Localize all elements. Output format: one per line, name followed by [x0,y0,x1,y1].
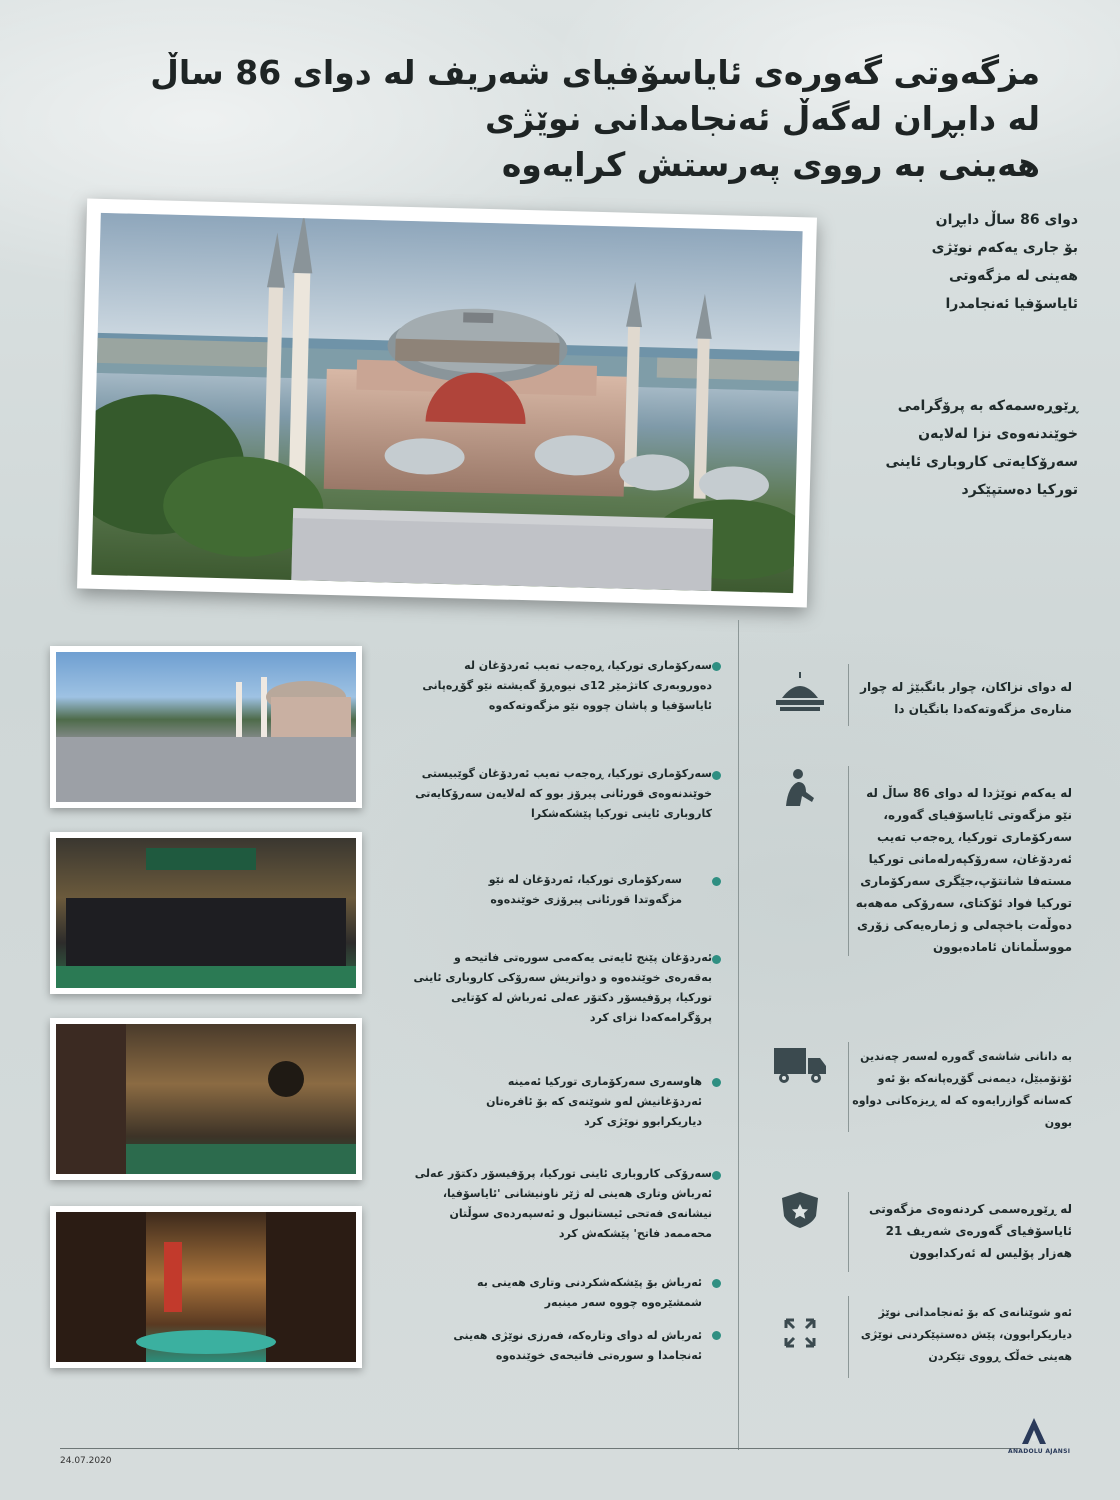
timeline-dot-6 [712,1171,721,1180]
note-divider-1 [848,664,849,726]
intro-paragraph-2: ڕێوڕەسمەکە بە پرۆگرامی خوێندنەوەی نزا لەلایەن سەرۆکایەتی کاروباری ئاینی تورکیا دەستپێکرد [885,398,1078,498]
intro-paragraph-1: دوای 86 ساڵ دابڕان بۆ جاری یەکەم نوێژی هەینی لە مزگەوتی ئایاسۆفیا ئەنجامدرا [931,212,1078,312]
agency-name: ANADOLU AJANSI [1008,1448,1071,1455]
mosque-icon [772,672,828,712]
photo-crowd-illustration [56,652,356,802]
note-3: بە دانانی شاشەی گەورە لەسەر چەندین ئۆتۆمبێل، دیمەنی گۆڕەپانەکە بۆ ئەو کەسانە گوازرایەوە کە لە ڕیزەکانی دواوە بوون [852,1050,1072,1129]
photo-mihrab-illustration [56,1212,356,1362]
footer-line [60,1448,1020,1449]
timeline-dot-4 [712,955,721,964]
timeline-entry-7: ئەرباش بۆ پێشکەشکردنی وتاری هەینی بە شمشێرەوە چووە سەر مینبەر [477,1276,702,1309]
timeline-entry-8: ئەرباش لە دوای وتارەکە، فەرزی نوێژی هەینی ئەنجامدا و سورەتی فاتیحەی خوێندەوە [453,1329,702,1362]
note-2: لە یەکەم نوێژدا لە دوای 86 ساڵ لە نێو مزگەوتی ئایاسۆفیای گەورە، سەرکۆماری تورکیا، ڕەجەب تەیب ئەردۆغان، سەرۆکپەرلەمانی تورکیا مستەفا شانتۆپ،جێگری سەرکۆماری تورکیا فواد ئۆکتای، سەرۆکی مەهەبە دەوڵەت باخچەلی و ژمارەیەکی زۆری مووسڵمانان ئامادەبوون [855,786,1072,954]
timeline-entry-6: سەرۆکی کاروباری ئاینی تورکیا، پرۆفیسۆر دکتۆر عەلی ئەرباش وتاری هەینی لە ژێر ناونیشانی 'ئایاسۆفیا، نیشانەی فەتحی ئیستانبول و ئەسپەردەی سوڵتان محەممەد فاتح' پێشکەش کرد [414,1167,712,1240]
timeline-entry-3: سەرکۆماری تورکیا، ئەردۆغان لە نێو مزگەوتدا قورئانی پیرۆزی خوێندەوە [488,873,682,906]
photo-interior [50,1018,362,1180]
photo-quran-reading [50,832,362,994]
note-4: لە ڕێوڕەسمی کردنەوەی مزگەوتی ئایاسۆفیای گەورەی شەریف 21 هەزار پۆلیس لە ئەرکدابوون [869,1202,1072,1260]
note-divider-2 [848,766,849,956]
photo-officials-illustration [56,838,356,988]
note-5: ئەو شوێنانەی کە بۆ ئەنجامدانی نوێژ دیاریکرابوون، پێش دەستپێکردنی نوێژی هەینی خەڵک ڕووی تێکردن [860,1306,1072,1363]
note-divider-3 [848,1042,849,1132]
timeline-entry-5: هاوسەری سەرکۆماری تورکیا ئەمینە ئەردۆغانیش لەو شوێنەی کە بۆ ئافرەتان دیاریکرابوو نوێژی کرد [486,1075,702,1128]
page-title [140,50,1040,188]
timeline-dot-3 [712,877,721,886]
anadolu-logo-icon [1020,1416,1048,1446]
timeline-dot-5 [712,1078,721,1087]
praying-person-icon [772,768,828,808]
note-divider-5 [848,1296,849,1378]
title-line-1: مزگەوتی گەورەی ئایاسۆفیای شەریف لە دوای 86 ساڵ [150,53,1040,92]
photo-interior-illustration [56,1024,356,1174]
truck-screen-icon [772,1044,828,1084]
timeline-dot-1 [712,662,721,671]
photo-crowd-prayer [50,646,362,808]
timeline-entry-1: سەرکۆماری تورکیا، ڕەجەب تەیب ئەردۆغان لە دەوروبەری کاتژمێر 12ی نیوەڕۆ گەیشتە نێو گۆڕەپانی ئایاسۆفیا و پاشان چووە نێو مزگەوتەکەوە [422,659,712,712]
note-divider-4 [848,1192,849,1272]
timeline-dot-2 [712,771,721,780]
title-line-2: لە دابڕان لەگەڵ ئەنجامدانی نوێژی [485,99,1040,138]
footer-date: 24.07.2020 [60,1456,112,1466]
expand-arrows-icon [772,1312,828,1352]
timeline-dot-7 [712,1279,721,1288]
hagia-sophia-image [91,213,802,593]
police-badge-icon [772,1190,828,1230]
hero-photo [77,199,817,608]
timeline-entry-4: ئەردۆغان پێنج ئایەتی یەکەمی سورەتی فاتیحە و بەقەرەی خوێندەوە و دواتریش سەرۆکی کاروباری ئاینی تورکیا، پرۆفیسۆر دکتۆر عەلی ئەرباش لە کۆتایی پرۆگرامەکەدا نزای کرد [413,951,712,1024]
timeline-dot-8 [712,1331,721,1340]
photo-mihrab [50,1206,362,1368]
timeline-entry-2: سەرکۆماری تورکیا، ڕەجەب تەیب ئەردۆغان گوێبیستی خوێندنەوەی قورئانی پیرۆز بوو کە لەلایەن سەرۆکایەتی کاروباری ئاینی تورکیا پێشکەشکرا [415,767,712,820]
timeline-line [738,620,739,1450]
hagia-sophia-illustration [91,213,802,593]
title-line-3: هەینی بە رووی پەرستش کرایەوە [501,145,1040,184]
note-1: لە دوای نزاکان، چوار بانگبێژ لە چوار منارەی مزگەوتەکەدا بانگیان دا [860,680,1072,716]
